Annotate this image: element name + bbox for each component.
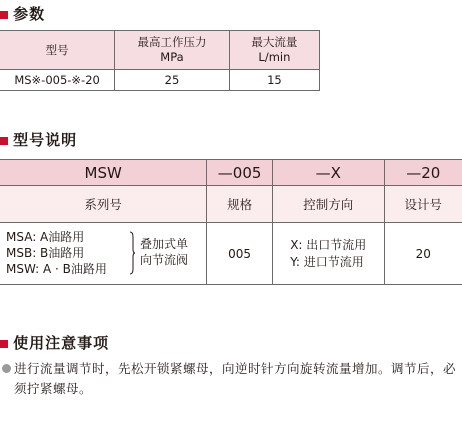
section-title-text: 参数 bbox=[13, 5, 46, 23]
code-design: —20 bbox=[384, 160, 462, 186]
header-flow-text: 最大流量 L/min bbox=[251, 35, 298, 64]
series-item: MSA: A油路用 bbox=[6, 230, 85, 244]
section-title-params bbox=[0, 3, 45, 24]
model-code-table bbox=[0, 159, 462, 285]
cell-pressure: 25 bbox=[115, 70, 230, 91]
label-series: 系列号 bbox=[0, 186, 207, 223]
series-item: MSW: A · B油路用 bbox=[6, 262, 107, 276]
valve-type bbox=[140, 236, 188, 268]
direction-item: X: 出口节流用 bbox=[290, 237, 367, 252]
col-header-model bbox=[0, 31, 115, 70]
code-series: MSW bbox=[0, 160, 207, 186]
table-row bbox=[0, 70, 320, 91]
brace-icon bbox=[129, 231, 135, 275]
header-model-text: 型号 bbox=[45, 42, 69, 57]
direction-description-cell bbox=[272, 223, 384, 285]
code-direction: —X bbox=[272, 160, 384, 186]
table-header-row bbox=[0, 31, 320, 70]
size-value: 005 bbox=[207, 223, 273, 285]
series-item: MSB: B油路用 bbox=[6, 246, 85, 260]
direction-list bbox=[290, 237, 366, 271]
precaution-note: 进行流量调节时，先松开锁紧螺母，向逆时针方向旋转流量增加。调节后，必须拧紧螺母。 bbox=[14, 361, 457, 396]
section-marker bbox=[0, 11, 8, 19]
valve-type-line: 向节流阀 bbox=[140, 253, 189, 267]
valve-type-line: 叠加式单 bbox=[140, 237, 189, 251]
code-row bbox=[0, 160, 462, 186]
section-title-precautions bbox=[0, 332, 109, 353]
direction-item: Y: 进口节流用 bbox=[290, 254, 364, 269]
section-title-text: 型号说明 bbox=[13, 131, 78, 149]
header-pressure-text: 最高工作压力 MPa bbox=[137, 35, 207, 64]
col-header-pressure bbox=[115, 31, 230, 70]
col-header-flow bbox=[229, 31, 319, 70]
description-row bbox=[0, 223, 462, 285]
label-size: 规格 bbox=[207, 186, 273, 223]
series-list bbox=[6, 229, 107, 277]
code-size: —005 bbox=[207, 160, 273, 186]
design-value: 20 bbox=[384, 223, 462, 285]
label-direction: 控制方向 bbox=[272, 186, 384, 223]
section-title-text: 使用注意事项 bbox=[13, 334, 110, 352]
section-marker bbox=[0, 340, 8, 348]
section-marker bbox=[0, 137, 8, 145]
params-table bbox=[0, 30, 320, 91]
series-description-cell bbox=[0, 223, 207, 285]
label-design: 设计号 bbox=[384, 186, 462, 223]
cell-model: MS※-005-※-20 bbox=[0, 70, 115, 91]
bullet-icon bbox=[2, 364, 11, 373]
cell-flow: 15 bbox=[229, 70, 319, 91]
label-row bbox=[0, 186, 462, 223]
section-title-model-code bbox=[0, 129, 77, 150]
